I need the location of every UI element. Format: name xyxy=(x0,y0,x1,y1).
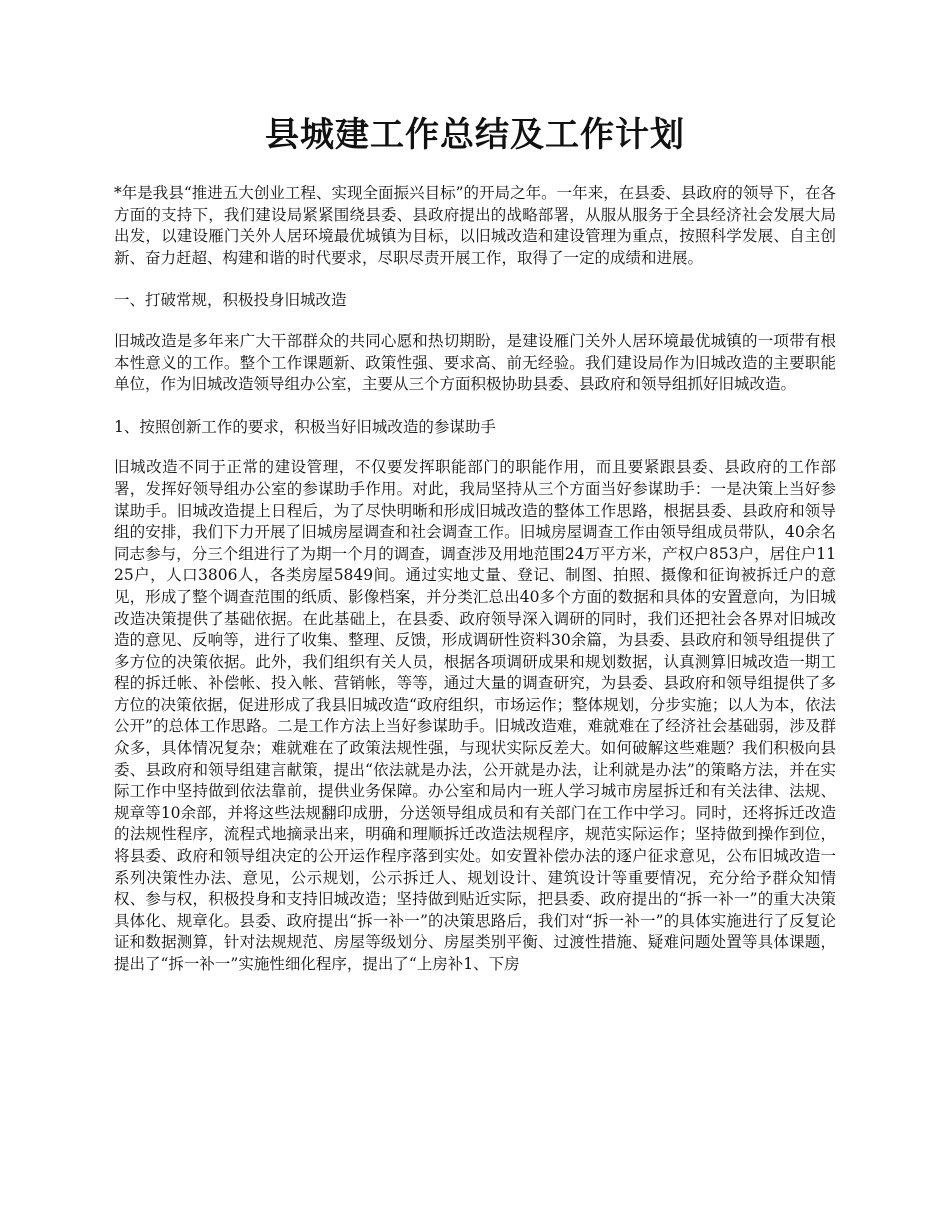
document-body xyxy=(114,183,836,976)
section-heading: 一、打破常规，积极投身旧城改造 xyxy=(114,291,347,310)
subsection-heading: 1、按照创新工作的要求，积极当好旧城改造的参谋助手 xyxy=(114,417,496,436)
document-title: 县城建工作总结及工作计划 xyxy=(265,115,685,155)
section-paragraph: 旧城改造是多年来广大干部群众的共同心愿和热切期盼，是建设雁门关外人居环境最优城镇的一项带有根本性意义的工作。整个工作课题新、政策性强、要求高、前无经验。我们建设局作为旧城改造的主要职能单位，作为旧城改造领导组办公室，主要从三个方面积极协助县委、县政府和领导组抓好旧城改造。 xyxy=(114,331,836,394)
intro-paragraph: *年是我县“推进五大创业工程、实现全面振兴目标”的开局之年。一年来，在县委、县政府的领导下，在各方面的支持下，我们建设局紧紧围绕县委、县政府提出的战略部署，从服从服务于全县经济社会发展大局出发，以建设雁门关外人居环境最优城镇为目标，以旧城改造和建设管理为重点，按照科学发展、自主创新、奋力赶超、构建和谐的时代要求，尽职尽责开展工作，取得了一定的成绩和进展。 xyxy=(114,184,836,267)
subsection-paragraph: 旧城改造不同于正常的建设管理，不仅要发挥职能部门的职能作用，而且要紧跟县委、县政府的工作部署，发挥好领导组办公室的参谋助手作用。对此，我局坚持从三个方面当好参谋助手：一是决策上当好参谋助手。旧城改造提上日程后，为了尽快明晰和形成旧城改造的整体工作思路，根据县委、县政府和领导组的安排，我们下力开展了旧城房屋调查和社会调查工作。旧城房屋调查工作由领导组成员带队，40余名同志参与，分三个组进行了为期一个月的调查，调查涉及用地范围24万平方米，产权户853户，居住户1125户，人口3806人，各类房屋5849间。通过实地丈量、登记、制图、拍照、摄像和征询被拆迁户的意见，形成了整个调查范围的纸质、影像档案，并分类汇总出40多个方面的数据和具体的安置意向，为旧城改造决策提供了基础依据。在此基础上，在县委、政府领导深入调研的同时，我们还把社会各界对旧城改造的意见、反响等，进行了收集、整理、反馈，形成调研性资料30余篇，为县委、县政府和领导组提供了多方位的决策依据。此外，我们组织有关人员，根据各项调研成果和规划数据，认真测算旧城改造一期工程的拆迁帐、补偿帐、投入帐、营销帐，等等，通过大量的调查研究，为县委、县政府和领导组提供了多方位的决策依据，促进形成了我县旧城改造“政府组织，市场运作；整体规划，分步实施；以人为本，依法公开”的总体工作思路。二是工作方法上当好参谋助手。旧城改造难，难就难在了经济社会基础弱，涉及群众多，具体情况复杂；难就难在了政策法规性强，与现状实际反差大。如何破解这些难题？我们积极向县委、县政府和领导组建言献策，提出“依法就是办法，公开就是办法，让利就是办法”的策略方法，并在实际工作中坚持做到依法靠前，提供业务保障。办公室和局内一班人学习城市房屋拆迁和有关法律、法规、规章等10余部，并将这些法规翻印成册，分送领导组成员和有关部门在工作中学习。同时，还将拆迁改造的法规性程序，流程式地摘录出来，明确和理顺拆迁改造法规程序，规范实际运作；坚持做到操作到位，将县委、政府和领导组决定的公开运作程序落到实处。如安置补偿办法的逐户征求意见，公布旧城改造一系列决策性办法、意见，公示规划，公示拆迁人、规划设计、建筑设计等重要情况，充分给予群众知情权、参与权，积极投身和支持旧城改造；坚持做到贴近实际，把县委、政府提出的“拆一补一”的重大决策具体化、规章化。县委、政府提出“拆一补一”的决策思路后，我们对“拆一补一”的具体实施进行了反复论证和数据测算，针对法规规范、房屋等级划分、房屋类别平衡、过渡性措施、疑难问题处置等具体课题，提出了“拆一补一”实施性细化程序，提出了“上房补1、下房 xyxy=(114,458,836,973)
